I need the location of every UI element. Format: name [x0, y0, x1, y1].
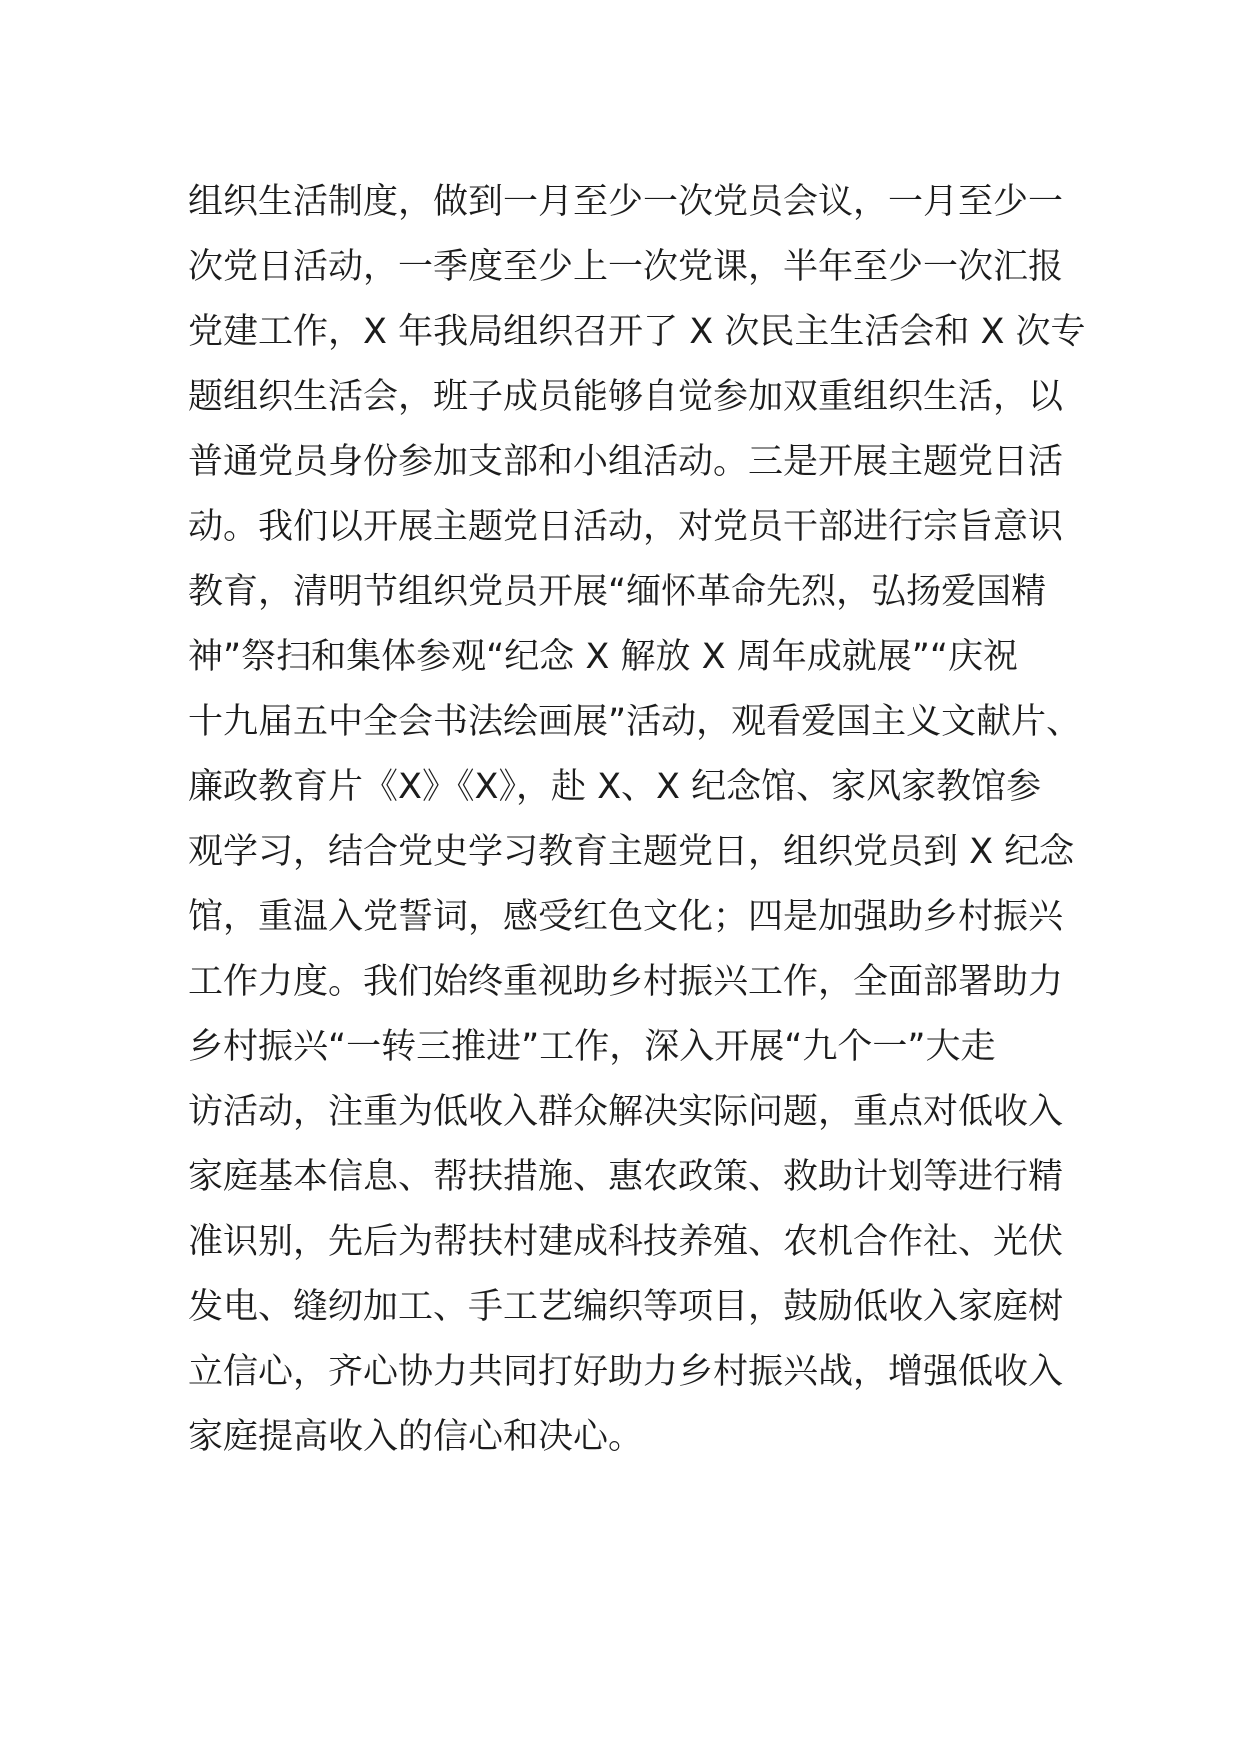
text-line: 组织生活制度，做到一月至少一次党员会议，一月至少一: [188, 182, 1064, 222]
text-line: 党建工作，X 年我局组织召开了 X 次民主生活会和 X 次专: [188, 312, 1086, 352]
text-line: 观学习，结合党史学习教育主题党日，组织党员到 X 纪念: [188, 832, 1075, 872]
text-line: 次党日活动，一季度至少上一次党课，半年至少一次汇报: [188, 247, 1064, 287]
text-line: 家庭提高收入的信心和决心。: [188, 1417, 644, 1457]
text-line: 神”祭扫和集体参观“纪念 X 解放 X 周年成就展”“庆祝: [188, 637, 1018, 677]
text-line: 工作力度。我们始终重视助乡村振兴工作，全面部署助力: [188, 962, 1064, 1002]
body-paragraph: [188, 170, 1088, 1470]
text-line: 家庭基本信息、帮扶措施、惠农政策、救助计划等进行精: [188, 1157, 1064, 1197]
text-line: 十九届五中全会书法绘画展”活动，观看爱国主义文献片、: [188, 702, 1082, 742]
text-line: 普通党员身份参加支部和小组活动。三是开展主题党日活: [188, 442, 1064, 482]
text-line: 廉政教育片《X》《X》，赴 X、X 纪念馆、家风家教馆参: [188, 767, 1042, 807]
text-line: 乡村振兴“一转三推进”工作，深入开展“九个一”大走: [188, 1027, 996, 1067]
text-line: 立信心，齐心协力共同打好助力乡村振兴战，增强低收入: [188, 1352, 1064, 1392]
text-line: 题组织生活会，班子成员能够自觉参加双重组织生活，以: [188, 377, 1064, 417]
text-line: 馆，重温入党誓词，感受红色文化；四是加强助乡村振兴: [188, 897, 1064, 937]
text-line: 教育，清明节组织党员开展“缅怀革命先烈，弘扬爱国精: [188, 572, 1047, 612]
text-line: 发电、缝纫加工、手工艺编织等项目，鼓励低收入家庭树: [188, 1287, 1064, 1327]
text-line: 动。我们以开展主题党日活动，对党员干部进行宗旨意识: [188, 507, 1064, 547]
text-line: 访活动，注重为低收入群众解决实际问题，重点对低收入: [188, 1092, 1064, 1132]
text-line: 准识别，先后为帮扶村建成科技养殖、农机合作社、光伏: [188, 1222, 1064, 1262]
